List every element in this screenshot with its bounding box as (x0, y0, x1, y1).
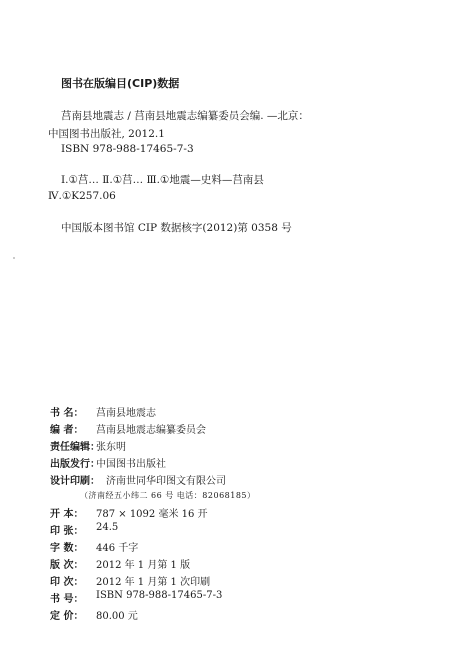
colophon-row-format (50, 505, 390, 522)
cip-subject-line: Ⅰ.①莒… Ⅱ.①莒… Ⅲ.①地震—史料—莒南县 (61, 174, 264, 186)
colophon-label: 版 次： (50, 560, 84, 571)
colophon-row-sheets (50, 522, 390, 539)
colophon-row-edition (50, 556, 390, 573)
colophon-value: 80.00 元 (96, 611, 138, 622)
cip-publisher-line: 中国图书出版社, 2012.1 (48, 128, 165, 140)
colophon-value: 24.5 (96, 522, 119, 533)
colophon-label: 书 号： (50, 594, 84, 605)
colophon-row-responsible-editor (50, 438, 390, 455)
colophon-label: 出版发行： (50, 459, 100, 470)
cip-heading: 图书在版编目(CIP)数据 (61, 77, 180, 90)
colophon-row-printer (50, 472, 390, 489)
colophon-row-word-count (50, 539, 390, 556)
colophon-label: 定 价： (50, 611, 84, 622)
colophon-value: 787 × 1092 毫米 16 开 (96, 509, 208, 520)
colophon-value: 莒南县地震志编纂委员会 (96, 425, 206, 436)
colophon-label: 责任编辑： (50, 442, 100, 453)
colophon-block (50, 404, 390, 624)
colophon-label: 开 本： (50, 509, 84, 520)
colophon-row-printer-address (50, 489, 390, 505)
colophon-value: 济南世同华印图文有限公司 (106, 476, 226, 487)
colophon-label: 书 名： (50, 408, 84, 419)
cip-isbn-line: ISBN 978-988-17465-7-3 (61, 143, 194, 155)
cip-verification-line: 中国版本图书馆 CIP 数据核字(2012)第 0358 号 (61, 222, 292, 234)
colophon-value: ISBN 978-988-17465-7-3 (96, 590, 223, 601)
colophon-label: 编 者： (50, 425, 84, 436)
colophon-value: 2012 年 1 月第 1 版 (96, 560, 191, 571)
scan-speck (13, 257, 15, 259)
cip-classification-line: Ⅳ.①K257.06 (48, 190, 116, 202)
colophon-value: 张东明 (96, 442, 126, 453)
colophon-label: 字 数： (50, 543, 84, 554)
colophon-value: （济南经五小纬二 66 号 电话：82068185） (80, 491, 256, 500)
cip-title-line: 莒南县地震志 / 莒南县地震志编纂委员会编. —北京： (61, 110, 309, 122)
colophon-row-printing (50, 573, 390, 590)
colophon-value: 2012 年 1 月第 1 次印刷 (96, 577, 211, 588)
colophon-label: 设计印刷： (50, 476, 100, 487)
colophon-row-isbn (50, 590, 390, 607)
colophon-row-publisher (50, 455, 390, 472)
colophon-value: 446 千字 (96, 543, 139, 554)
colophon-label: 印 次： (50, 577, 84, 588)
colophon-value: 莒南县地震志 (96, 408, 156, 419)
colophon-value: 中国图书出版社 (96, 459, 166, 470)
colophon-row-title (50, 404, 390, 421)
colophon-row-editor (50, 421, 390, 438)
colophon-row-price (50, 607, 390, 624)
colophon-label: 印 张： (50, 526, 84, 537)
